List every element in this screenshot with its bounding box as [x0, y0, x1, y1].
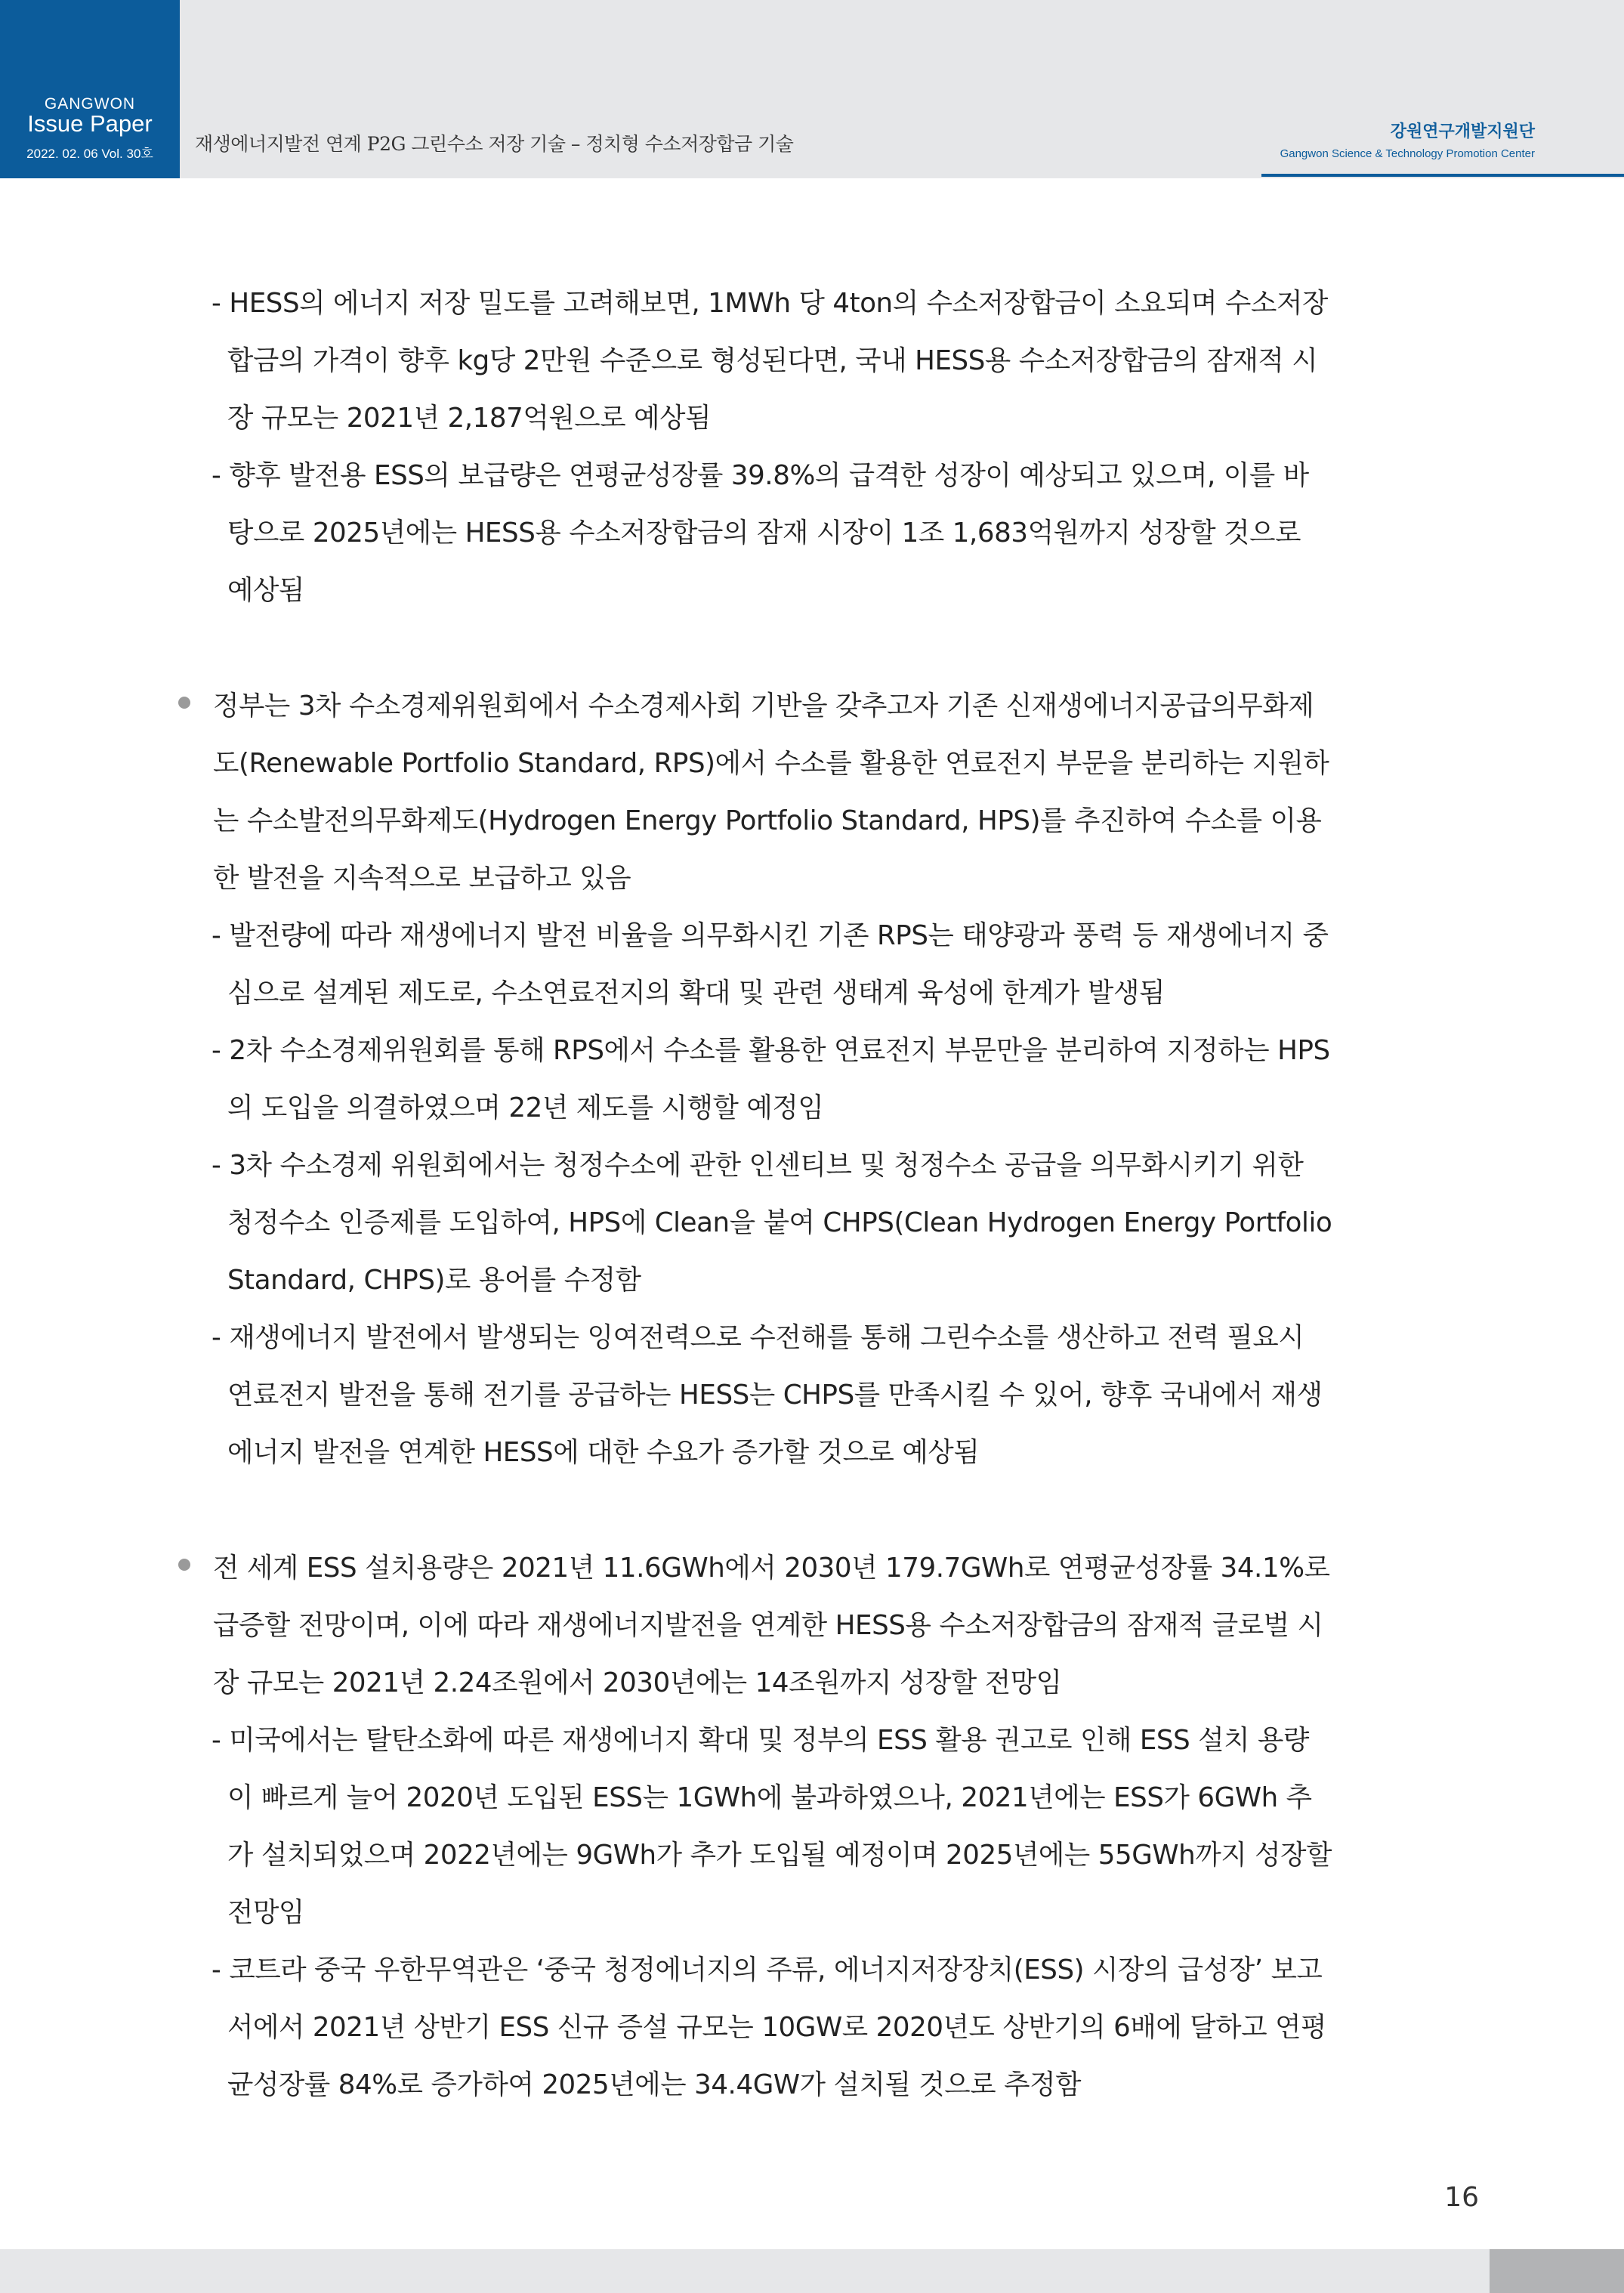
brand-publication-title: Issue Paper	[27, 110, 153, 137]
body-line: - 코트라 중국 우한무역관은 ‘중국 청정에너지의 주류, 에너지저장장치(ESS) 시장의 급성장’ 보고	[211, 1955, 1323, 1986]
body-line: 에너지 발전을 연계한 HESS에 대한 수요가 증가할 것으로 예상됨	[227, 1437, 980, 1468]
issue-date-volume: 2022. 02. 06 Vol. 30호	[26, 147, 153, 161]
running-title: 재생에너지발전 연계 P2G 그린수소 저장 기술 – 정치형 수소저장합금 기술	[195, 133, 794, 155]
body-line: 전 세계 ESS 설치용량은 2021년 11.6GWh에서 2030년 179.7GWh로 연평균성장률 34.1%로	[213, 1553, 1330, 1584]
body-line: 연료전지 발전을 통해 전기를 공급하는 HESS는 CHPS를 만족시킬 수 있어, 향후 국내에서 재생	[227, 1380, 1323, 1411]
brand-region-label: GANGWON	[44, 95, 136, 113]
bullet-dot	[178, 697, 190, 709]
body-line: - 미국에서는 탈탄소화에 따른 재생에너지 확대 및 정부의 ESS 활용 권고로 인해 ESS 설치 용량	[211, 1725, 1309, 1756]
body-line: - 향후 발전용 ESS의 보급량은 연평균성장률 39.8%의 급격한 성장이 예상되고 있으며, 이를 바	[211, 460, 1309, 491]
body-line: 심으로 설계된 제도로, 수소연료전지의 확대 및 관련 생태계 육성에 한계가 발생됨	[227, 978, 1165, 1009]
body-line: 장 규모는 2021년 2.24조원에서 2030년에는 14조원까지 성장할 전망임	[213, 1667, 1062, 1698]
footer-bar	[0, 2249, 1624, 2293]
footer-bar-accent	[1490, 2249, 1624, 2293]
body-line: 이 빠르게 늘어 2020년 도입된 ESS는 1GWh에 불과하였으나, 2021년에는 ESS가 6GWh 추	[227, 1782, 1312, 1813]
body-line: - 발전량에 따라 재생에너지 발전 비율을 의무화시킨 기존 RPS는 태양광과 풍력 등 재생에너지 중	[211, 920, 1329, 951]
body-line: 가 설치되었으며 2022년에는 9GWh가 추가 도입될 예정이며 2025년에는 55GWh까지 성장할	[227, 1840, 1332, 1871]
body-line: 청정수소 인증제를 도입하여, HPS에 Clean을 붙여 CHPS(Clean Hydrogen Energy Portfolio	[227, 1207, 1332, 1238]
body-line: - 재생에너지 발전에서 발생되는 잉여전력으로 수전해를 통해 그린수소를 생산하고 전력 필요시	[211, 1322, 1304, 1353]
organization-name-english: Gangwon Science & Technology Promotion Center	[1280, 147, 1535, 160]
body-line: 한 발전을 지속적으로 보급하고 있음	[213, 863, 631, 894]
body-line: 의 도입을 의결하였으며 22년 제도를 시행할 예정임	[227, 1092, 824, 1123]
organization-name-korean: 강원연구개발지원단	[1390, 122, 1535, 141]
body-line: - HESS의 에너지 저장 밀도를 고려해보면, 1MWh 당 4ton의 수소저장합금이 소요되며 수소저장	[211, 288, 1328, 319]
body-line: 급증할 전망이며, 이에 따라 재생에너지발전을 연계한 HESS용 수소저장합금의 잠재적 글로벌 시	[213, 1610, 1323, 1641]
body-line: 장 규모는 2021년 2,187억원으로 예상됨	[227, 403, 712, 434]
body-line: 예상됨	[227, 575, 304, 606]
bullet-dot	[178, 1559, 190, 1571]
body-line: 도(Renewable Portfolio Standard, RPS)에서 수소를 활용한 연료전지 부문을 분리하는 지원하	[213, 748, 1329, 779]
body-line: 합금의 가격이 향후 kg당 2만원 수준으로 형성된다면, 국내 HESS용 수소저장합금의 잠재적 시	[227, 345, 1318, 376]
body-line: 서에서 2021년 상반기 ESS 신규 증설 규모는 10GW로 2020년도 상반기의 6배에 달하고 연평	[227, 2012, 1327, 2043]
body-line: 전망임	[227, 1897, 304, 1928]
page-number: 16	[1444, 2182, 1479, 2213]
body-line: 균성장률 84%로 증가하여 2025년에는 34.4GW가 설치될 것으로 추정함	[227, 2069, 1082, 2100]
body-line: 정부는 3차 수소경제위원회에서 수소경제사회 기반을 갖추고자 기존 신재생에너지공급의무화제	[213, 691, 1314, 722]
body-line: 는 수소발전의무화제도(Hydrogen Energy Portfolio Standard, HPS)를 추진하여 수소를 이용	[213, 805, 1322, 836]
body-line: - 3차 수소경제 위원회에서는 청정수소에 관한 인센티브 및 청정수소 공급을 의무화시키기 위한	[211, 1150, 1304, 1181]
body-line: - 2차 수소경제위원회를 통해 RPS에서 수소를 활용한 연료전지 부문만을 분리하여 지정하는 HPS	[211, 1035, 1330, 1066]
body-line: Standard, CHPS)로 용어를 수정함	[227, 1265, 641, 1296]
body-line: 탕으로 2025년에는 HESS용 수소저장합금의 잠재 시장이 1조 1,683억원까지 성장할 것으로	[227, 518, 1301, 549]
